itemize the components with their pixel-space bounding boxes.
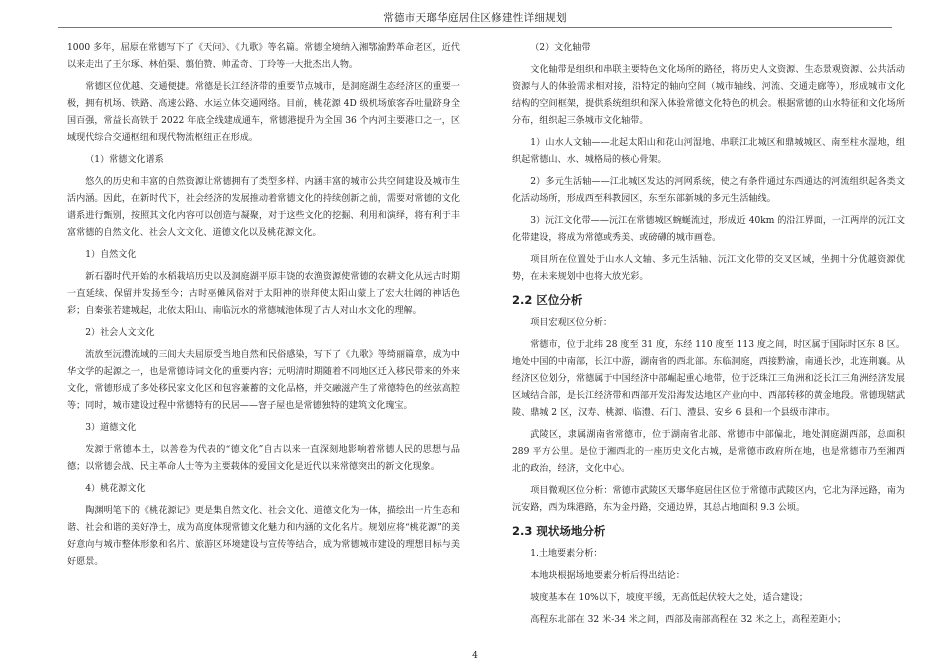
subheading: 1）自然文化 xyxy=(85,250,137,260)
subheading: （2）文化轴带 xyxy=(530,43,591,53)
right-column xyxy=(512,40,905,634)
paragraph: 常德市，位于北纬 28 度至 31 度，东经 110 度至 113 度之间，时区属于国际时区东 8 区。地处中国的中南部，长江中游，湖南省的西北部。东临洞庭，西接黔渝，南通长沙，北连荆襄。从经济区位划分，常德属于中国经济中部崛起重心地带，位于泛珠江三角洲和泛长江三角洲经济发展区域结合部，是长江经济带和西部开发沿海发达地区产业向中、西部转移的黄金地段。常德现辖武陵、鼎城 2 区，汉寿、桃源、临澧、石门、澧县、安乡 6 县和一个县级市津市。 xyxy=(512,340,905,418)
section-heading: 2.2 区位分析 xyxy=(512,293,583,307)
paragraph: 项目微观区位分析：常德市武陵区天瑯华庭居住区位于常德市武陵区内，它北为泽远路，南为沅安路，西为珠港路，东为金丹路，交通边界，其总占地面积 9.3 公顷。 xyxy=(512,486,905,513)
paragraph: 高程东北部在 32 米-34 米之间，西部及南部高程在 32 米之上，高程差距小； xyxy=(530,615,847,625)
paragraph: 发源于常德本土，以善卷为代表的“德文化”自古以来一直深刻地影响着常德人民的思想与品德；以常德会战、民主革命人士等为主要载体的爱国文化是近代以来常德突出的新文化现象。 xyxy=(67,445,460,472)
paragraph: 文化轴带是组织和串联主要特色文化场所的路径，将历史人文资源、生态景观资源、公共活动资源与人的体验需求相对接，沿特定的轴向空间（城市轴线、河流、交通走廊等），形成城市文化结构的空间框架，提供系统组织和深入体验常德文化特色的机会。根据常德的山水特征和文化场所分布，组织起三条城市文化轴带。 xyxy=(512,65,905,126)
paragraph: 1000 多年，屈原在常德写下了《天问》、《九歌》等名篇。常德全境纳入湘鄂渝黔革命老区，近代以来走出了王尔琢、林伯渠、翦伯赞、帅孟奇、丁玲等一大批杰出人物。 xyxy=(67,43,460,70)
paragraph: 常德区位优越、交通便捷。常德是长江经济带的重要节点城市，是洞庭湖生态经济区的重要一极，拥有机场、铁路、高速公路、水运立体交通网络。目前，桃花源 4D 级机场旅客吞吐量跻身全国百强，常益长高铁于 2022 年底全线建成通车，常德港提升为全国 36 个内河主要港口之一，区域现代综合交通枢纽和现代物流枢纽正在形成。 xyxy=(67,82,460,143)
paragraph: 2）多元生活轴——江北城区发达的河网系统，使之有条件通过东西通达的河流组织起各类文化活动场所，形成西至科教园区，东至东部新城的多元生活轴线。 xyxy=(512,177,905,204)
paragraph: 坡度基本在 10%以下，坡度平缓，无高低起伏较大之处，适合建设； xyxy=(530,593,808,603)
paragraph: 1）山水人文轴——北起太阳山和花山河湿地、串联江北城区和鼎城城区、南至柱水湿地，组织起常德山、水、城格局的核心骨架。 xyxy=(512,138,905,165)
paragraph: 本地块根据场地要素分析后得出结论： xyxy=(530,571,685,581)
paragraph: 项目宏观区位分析： xyxy=(530,318,613,328)
subheading: 4）桃花源文化 xyxy=(85,484,146,494)
paragraph: 3）沅江文化带——沅江在常德城区蜿蜒流过，形成近 40km 的沿江界面，一江两岸的沅江文化带建设，将成为常德或秀美、或磅礴的城市画卷。 xyxy=(512,216,905,243)
paragraph: 新石器时代开始的水稻栽培历史以及洞庭湖平原丰饶的农渔资源使常德的农耕文化从远古时期一直延续、保留并发扬至今；古时巫傩风俗对于太阳神的崇拜使太阳山蒙上了宏大壮阔的神话色彩；自秦张若建城起，北依太阳山、南临沅水的常德城池体现了古人对山水文化的理解。 xyxy=(67,272,460,316)
subheading: 3）道德文化 xyxy=(85,423,137,433)
paragraph: 陶渊明笔下的《桃花源记》更是集自然文化、社会文化、道德文化为一体，描绘出一片生态和谐、社会和谐的美好净土，成为高度体现常德文化魅力和内涵的文化名片。规划应将“桃花源”的美好意向与城市整体形象和名片、旅游区环境建设与宣传等结合，成为常德城市建设的理想目标与美好愿景。 xyxy=(67,506,460,567)
running-header: 常德市天瑯华庭居住区修建性详细规划 xyxy=(383,12,567,24)
paragraph: 流放至沅澧流域的三闾大夫屈原受当地自然和民俗感染，写下了《九歌》等绮丽篇章，成为中华文学的起源之一，也是常德诗词文化的重要内容；元明清时期随着不同地区迁入移民带来的外来文化，常德形成了多处移民家文化区和包容兼蓄的文化品格，并交融滋产生了常德特色的丝弦高腔等；同时，城市建设过程中常德特有的民居——窨子屋也是常德独特的建筑文化瑰宝。 xyxy=(67,350,460,411)
paragraph: 1.土地要素分析： xyxy=(530,549,603,559)
paragraph: 项目所在位置处于山水人文轴、多元生活轴、沅江文化带的交叉区域，坐拥十分优越资源优势，在未来规划中也将大放光彩。 xyxy=(512,255,905,282)
subheading: （1）常德文化谱系 xyxy=(85,155,164,165)
header-divider xyxy=(58,27,892,28)
paragraph: 悠久的历史和丰富的自然资源让常德拥有了类型多样、内涵丰富的城市公共空间建设及城市生活内涵。因此，在新时代下，社会经济的发展推动着常德文化的持续创新之前，需要对常德的文化谱系进行甄别，按照其文化内容可以创造与凝聚，对于这些文化的挖掘、利用和演绎，将有利于丰富常德的自然文化、社会人文文化、道德文化以及桃花源文化。 xyxy=(67,177,460,238)
paragraph: 武陵区，隶属湖南省常德市，位于湖南省北部、常德市中部偏北，地处洞庭湖西部，总面积 289 平方公里。是位于湘西北的一座历史文化古城，是常德市政府所在地，也是常德市乃至湘西北的政治，经济，文化中心。 xyxy=(512,430,905,474)
page-number: 4 xyxy=(472,651,478,661)
subheading: 2）社会人文文化 xyxy=(85,328,155,338)
left-column xyxy=(67,40,460,576)
section-heading: 2.3 现状场地分析 xyxy=(512,524,606,538)
